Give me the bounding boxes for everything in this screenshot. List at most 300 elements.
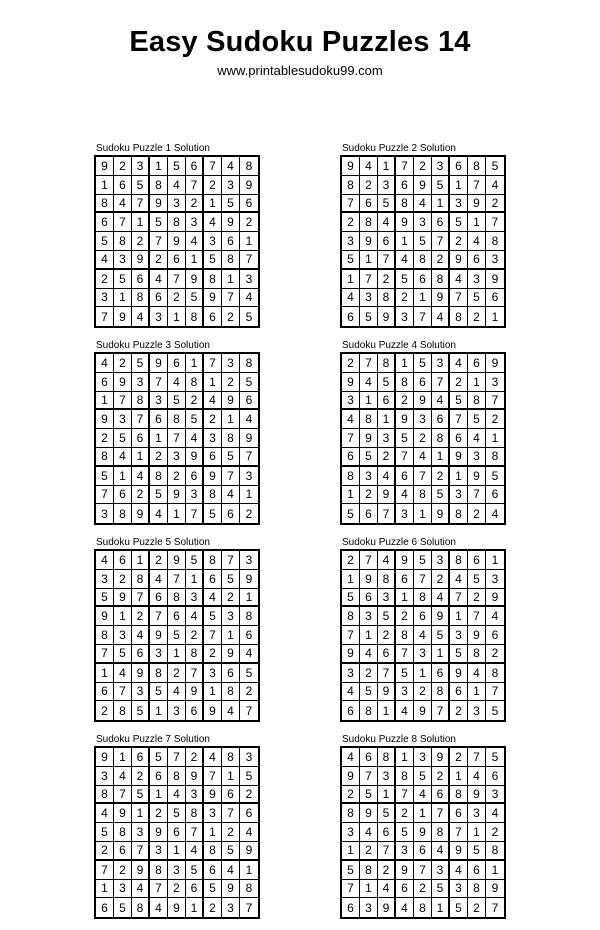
sudoku-cell: 6 [96,898,114,917]
sudoku-cell: 7 [222,804,240,823]
sudoku-cell: 7 [450,823,468,842]
sudoku-cell: 8 [432,683,450,702]
sudoku-cell: 3 [468,701,486,720]
sudoku-cell: 8 [114,701,132,720]
sudoku-cell: 1 [396,232,414,251]
sudoku-cell: 1 [342,842,360,861]
sudoku-cell: 9 [204,467,222,486]
sudoku-cell: 8 [432,429,450,448]
sudoku-cell: 9 [414,392,432,411]
sudoku-cell: 7 [342,880,360,899]
sudoku-cell: 7 [360,354,378,373]
sudoku-cell: 2 [450,232,468,251]
sudoku-cell: 6 [432,786,450,805]
sudoku-cell: 5 [360,307,378,326]
sudoku-cell: 9 [132,504,150,523]
sudoku-cell: 8 [360,861,378,880]
sudoku-cell: 1 [96,664,114,683]
sudoku-cell: 1 [342,570,360,589]
sudoku-cell: 7 [360,551,378,570]
sudoku-cell: 3 [132,823,150,842]
sudoku-cell: 8 [168,767,186,786]
sudoku-cell: 6 [186,701,204,720]
sudoku-cell: 1 [186,354,204,373]
sudoku-cell: 7 [204,626,222,645]
website-url: www.printablesudoku99.com [217,63,383,78]
sudoku-cell: 8 [414,898,432,917]
sudoku-cell: 3 [114,410,132,429]
sudoku-cell: 4 [132,467,150,486]
sudoku-cell: 7 [132,410,150,429]
sudoku-cell: 8 [450,551,468,570]
sudoku-cell: 5 [222,842,240,861]
sudoku-cell: 2 [96,842,114,861]
sudoku-cell: 9 [96,607,114,626]
sudoku-cell: 2 [468,898,486,917]
sudoku-cell: 7 [168,270,186,289]
sudoku-cell: 3 [186,213,204,232]
sudoku-cell: 7 [342,626,360,645]
sudoku-cell: 7 [378,251,396,270]
sudoku-cell: 8 [468,645,486,664]
sudoku-grid [340,549,506,722]
sudoku-cell: 6 [96,213,114,232]
sudoku-cell: 3 [114,626,132,645]
sudoku-cell: 1 [204,683,222,702]
sudoku-cell: 7 [132,842,150,861]
sudoku-cell: 1 [132,213,150,232]
sudoku-cell: 7 [204,767,222,786]
sudoku-cell: 7 [168,748,186,767]
sudoku-cell: 6 [150,410,168,429]
sudoku-cell: 9 [342,645,360,664]
sudoku-cell: 1 [96,880,114,899]
sudoku-cell: 1 [432,195,450,214]
sudoku-cell: 2 [360,664,378,683]
sudoku-cell: 3 [486,786,504,805]
sudoku-cell: 8 [432,270,450,289]
sudoku-cell: 7 [378,664,396,683]
sudoku-cell: 3 [378,176,396,195]
sudoku-cell: 4 [114,195,132,214]
sudoku-cell: 6 [240,804,258,823]
sudoku-cell: 5 [245,309,253,324]
sudoku-grid [94,352,260,525]
sudoku-cell: 2 [450,701,468,720]
sudoku-cell: 8 [342,176,360,195]
sudoku-cell: 4 [432,842,450,861]
sudoku-cell: 7 [414,467,432,486]
sudoku-cell: 9 [360,232,378,251]
sudoku-cell: 5 [240,373,258,392]
sudoku-cell: 7 [240,251,258,270]
sudoku-cell: 1 [132,551,150,570]
sudoku-cell: 1 [114,748,132,767]
sudoku-cell: 8 [450,504,468,523]
sudoku-cell: 7 [96,645,114,664]
sudoku-cell: 8 [150,664,168,683]
sudoku-cell: 9 [132,861,150,880]
sudoku-cell: 2 [168,467,186,486]
sudoku-cell: 3 [378,429,396,448]
sudoku-cell: 7 [468,486,486,505]
sudoku-cell: 2 [432,467,450,486]
sudoku-cell: 6 [342,307,360,326]
sudoku-cell: 9 [450,664,468,683]
sudoku-cell: 4 [114,767,132,786]
sudoku-cell: 5 [186,410,204,429]
sudoku-cell: 3 [432,157,450,176]
sudoku-cell: 6 [396,467,414,486]
sudoku-cell: 7 [396,786,414,805]
sudoku-cell: 1 [168,645,186,664]
sudoku-cell: 2 [168,664,186,683]
sudoku-puzzle-1 [94,143,266,328]
sudoku-cell: 8 [222,429,240,448]
sudoku-cell: 4 [396,701,414,720]
sudoku-cell: 5 [360,786,378,805]
sudoku-cell: 3 [186,486,204,505]
sudoku-cell: 3 [360,289,378,308]
sudoku-cell: 9 [486,880,504,899]
sudoku-cell: 6 [240,195,258,214]
sudoku-cell: 9 [204,289,222,308]
sudoku-cell: 1 [342,270,360,289]
sudoku-cell: 3 [150,645,168,664]
sudoku-cell: 5 [168,626,186,645]
sudoku-cell: 1 [342,486,360,505]
sudoku-cell: 5 [204,880,222,899]
sudoku-cell: 6 [414,607,432,626]
sudoku-cell: 8 [150,467,168,486]
sudoku-cell: 7 [450,589,468,608]
sudoku-cell: 3 [168,448,186,467]
sudoku-cell: 4 [414,786,432,805]
sudoku-cell: 2 [222,823,240,842]
sudoku-cell: 5 [186,289,204,308]
sudoku-cell: 8 [378,354,396,373]
sudoku-cell: 8 [96,626,114,645]
sudoku-cell: 6 [378,823,396,842]
sudoku-cell: 7 [186,504,204,523]
sudoku-cell: 5 [114,645,132,664]
sudoku-cell: 4 [114,448,132,467]
sudoku-cell: 6 [396,176,414,195]
sudoku-cell: 6 [132,645,150,664]
sudoku-cell: 4 [432,307,450,326]
sudoku-cell: 9 [432,504,450,523]
sudoku-cell: 2 [468,504,486,523]
sudoku-cell: 5 [468,570,486,589]
sudoku-cell: 4 [414,626,432,645]
sudoku-cell: 8 [342,607,360,626]
sudoku-cell: 7 [114,392,132,411]
sudoku-cell: 3 [186,786,204,805]
sudoku-cell: 4 [468,232,486,251]
sudoku-cell: 2 [222,307,240,326]
sudoku-cell: 2 [240,213,258,232]
sudoku-cell: 7 [96,861,114,880]
sudoku-cell: 4 [378,880,396,899]
sudoku-cell: 1 [204,195,222,214]
sudoku-cell: 7 [150,607,168,626]
sudoku-cell: 9 [468,467,486,486]
sudoku-cell: 5 [486,157,504,176]
sudoku-cell: 8 [360,410,378,429]
sudoku-cell: 2 [486,823,504,842]
sudoku-cell: 8 [396,626,414,645]
sudoku-cell: 6 [132,270,150,289]
sudoku-cell: 5 [150,683,168,702]
sudoku-cell: 3 [204,804,222,823]
sudoku-cell: 2 [114,354,132,373]
sudoku-cell: 8 [132,289,150,308]
sudoku-cell: 9 [150,626,168,645]
sudoku-cell: 8 [486,448,504,467]
sudoku-cell: 3 [468,448,486,467]
sudoku-cell: 5 [186,861,204,880]
sudoku-cell: 9 [114,373,132,392]
sudoku-cell: 1 [468,373,486,392]
sudoku-puzzle-7 [94,734,266,919]
sudoku-cell: 5 [468,289,486,308]
sudoku-cell: 1 [240,589,258,608]
sudoku-cell: 3 [360,467,378,486]
sudoku-cell: 5 [360,683,378,702]
sudoku-cell: 3 [240,551,258,570]
sudoku-cell: 8 [378,289,396,308]
sudoku-cell: 5 [132,176,150,195]
sudoku-cell: 4 [186,607,204,626]
sudoku-cell: 2 [222,589,240,608]
sudoku-cell: 2 [186,195,204,214]
sudoku-cell: 1 [132,448,150,467]
sudoku-cell: 3 [414,645,432,664]
sudoku-cell: 8 [114,232,132,251]
sudoku-cell: 6 [222,232,240,251]
sudoku-cell: 2 [132,486,150,505]
sudoku-cell: 5 [342,589,360,608]
sudoku-cell: 7 [186,823,204,842]
sudoku-cell: 2 [378,448,396,467]
sudoku-cell: 6 [132,429,150,448]
sudoku-cell: 9 [168,898,186,917]
sudoku-cell: 2 [204,898,222,917]
sudoku-cell: 3 [222,354,240,373]
sudoku-cell: 2 [96,270,114,289]
sudoku-cell: 2 [114,570,132,589]
sudoku-cell: 4 [486,804,504,823]
sudoku-cell: 7 [468,748,486,767]
sudoku-cell: 9 [378,307,396,326]
sudoku-cell: 1 [96,176,114,195]
sudoku-cell: 7 [240,448,258,467]
sudoku-cell: 3 [222,898,240,917]
sudoku-cell: 4 [468,664,486,683]
sudoku-cell: 3 [186,589,204,608]
sudoku-cell: 6 [450,683,468,702]
sudoku-cell: 7 [96,486,114,505]
sudoku-cell: 2 [96,429,114,448]
sudoku-cell: 1 [378,786,396,805]
sudoku-cell: 2 [468,307,486,326]
sudoku-cell: 3 [150,392,168,411]
sudoku-cell: 9 [396,213,414,232]
sudoku-cell: 1 [360,626,378,645]
sudoku-cell: 7 [486,213,504,232]
sudoku-cell: 2 [204,645,222,664]
sudoku-cell: 5 [378,804,396,823]
sudoku-cell: 9 [486,270,504,289]
sudoku-cell: 8 [114,504,132,523]
sudoku-cell: 1 [168,307,186,326]
sudoku-cell: 3 [342,392,360,411]
sudoku-cell: 6 [468,251,486,270]
sudoku-cell: 3 [150,307,168,326]
sudoku-cell: 9 [168,232,186,251]
sudoku-cell: 8 [150,861,168,880]
sudoku-cell: 3 [342,823,360,842]
sudoku-cell: 9 [432,748,450,767]
sudoku-cell: 8 [342,467,360,486]
sudoku-cell: 9 [450,251,468,270]
sudoku-cell: 8 [204,551,222,570]
sudoku-cell: 8 [150,176,168,195]
sudoku-cell: 3 [96,570,114,589]
sudoku-cell: 6 [468,354,486,373]
sudoku-cell: 1 [186,251,204,270]
sudoku-cell: 5 [450,898,468,917]
sudoku-cell: 3 [204,232,222,251]
sudoku-cell: 5 [240,664,258,683]
sudoku-cell: 3 [168,861,186,880]
sudoku-cell: 7 [186,664,204,683]
sudoku-cell: 7 [132,195,150,214]
sudoku-cell: 6 [342,701,360,720]
sudoku-grid [340,746,506,919]
sudoku-cell: 3 [222,176,240,195]
sudoku-cell: 6 [186,880,204,899]
sudoku-cell: 8 [132,392,150,411]
sudoku-cell: 6 [168,251,186,270]
sudoku-cell: 9 [96,157,114,176]
sudoku-cell: 5 [450,213,468,232]
sudoku-cell: 3 [396,504,414,523]
sudoku-cell: 6 [150,767,168,786]
sudoku-cell: 7 [132,589,150,608]
sudoku-cell: 8 [222,251,240,270]
sudoku-cell: 2 [150,804,168,823]
sudoku-cell: 4 [186,842,204,861]
sudoku-cell: 7 [468,176,486,195]
sudoku-cell: 9 [150,354,168,373]
sudoku-cell: 4 [186,429,204,448]
sudoku-cell: 5 [222,448,240,467]
sudoku-cell: 1 [240,232,258,251]
sudoku-cell: 2 [168,289,186,308]
sudoku-cell: 4 [432,589,450,608]
sudoku-cell: 8 [204,270,222,289]
sudoku-cell: 1 [414,664,432,683]
sudoku-cell: 1 [450,607,468,626]
sudoku-cell: 4 [396,251,414,270]
sudoku-cell: 2 [114,861,132,880]
sudoku-cell: 4 [222,861,240,880]
sudoku-cell: 4 [240,410,258,429]
sudoku-cell: 5 [132,354,150,373]
sudoku-cell: 3 [396,842,414,861]
sudoku-cell: 5 [342,861,360,880]
sudoku-cell: 5 [114,898,132,917]
sudoku-cell: 5 [204,607,222,626]
sudoku-cell: 1 [432,448,450,467]
sudoku-cell: 8 [486,232,504,251]
sudoku-cell: 9 [468,195,486,214]
sudoku-cell: 4 [342,748,360,767]
sudoku-cell: 6 [378,232,396,251]
sudoku-cell: 4 [450,861,468,880]
sudoku-cell: 4 [378,551,396,570]
sudoku-cell: 8 [132,570,150,589]
sudoku-cell: 7 [150,373,168,392]
sudoku-cell: 6 [486,767,504,786]
sudoku-cell: 9 [186,270,204,289]
sudoku-cell: 6 [360,589,378,608]
sudoku-cell: 7 [432,373,450,392]
sudoku-cell: 5 [450,645,468,664]
sudoku-cell: 1 [204,823,222,842]
sudoku-cell: 1 [450,176,468,195]
sudoku-cell: 5 [222,570,240,589]
sudoku-grid [94,549,260,722]
sudoku-cell: 5 [432,486,450,505]
sudoku-cell: 4 [360,823,378,842]
sudoku-grid [340,155,506,328]
sudoku-cell: 6 [186,467,204,486]
sudoku-cell: 2 [132,232,150,251]
sudoku-cell: 7 [150,880,168,899]
sudoku-cell: 3 [378,589,396,608]
sudoku-cell: 4 [150,570,168,589]
sudoku-cell: 7 [150,232,168,251]
sudoku-cell: 2 [378,270,396,289]
sudoku-cell: 3 [240,270,258,289]
sudoku-cell: 1 [240,486,258,505]
sudoku-cell: 3 [96,504,114,523]
sudoku-cell: 9 [378,486,396,505]
sudoku-cell: 5 [432,880,450,899]
sudoku-cell: 3 [360,607,378,626]
sudoku-cell: 6 [360,748,378,767]
sudoku-cell: 9 [240,176,258,195]
sudoku-cell: 6 [240,392,258,411]
sudoku-cell: 2 [150,551,168,570]
sudoku-cell: 7 [432,804,450,823]
sudoku-cell: 3 [150,842,168,861]
sudoku-cell: 7 [491,900,499,915]
sudoku-cell: 5 [132,701,150,720]
sudoku-cell: 1 [360,392,378,411]
sudoku-cell: 9 [450,842,468,861]
sudoku-cell: 2 [186,626,204,645]
sudoku-cell: 4 [468,767,486,786]
sudoku-cell: 5 [96,232,114,251]
sudoku-cell: 9 [240,429,258,448]
sudoku-cell: 1 [222,270,240,289]
sudoku-cell: 3 [486,373,504,392]
sudoku-cell: 5 [450,392,468,411]
sudoku-cell: 5 [150,748,168,767]
